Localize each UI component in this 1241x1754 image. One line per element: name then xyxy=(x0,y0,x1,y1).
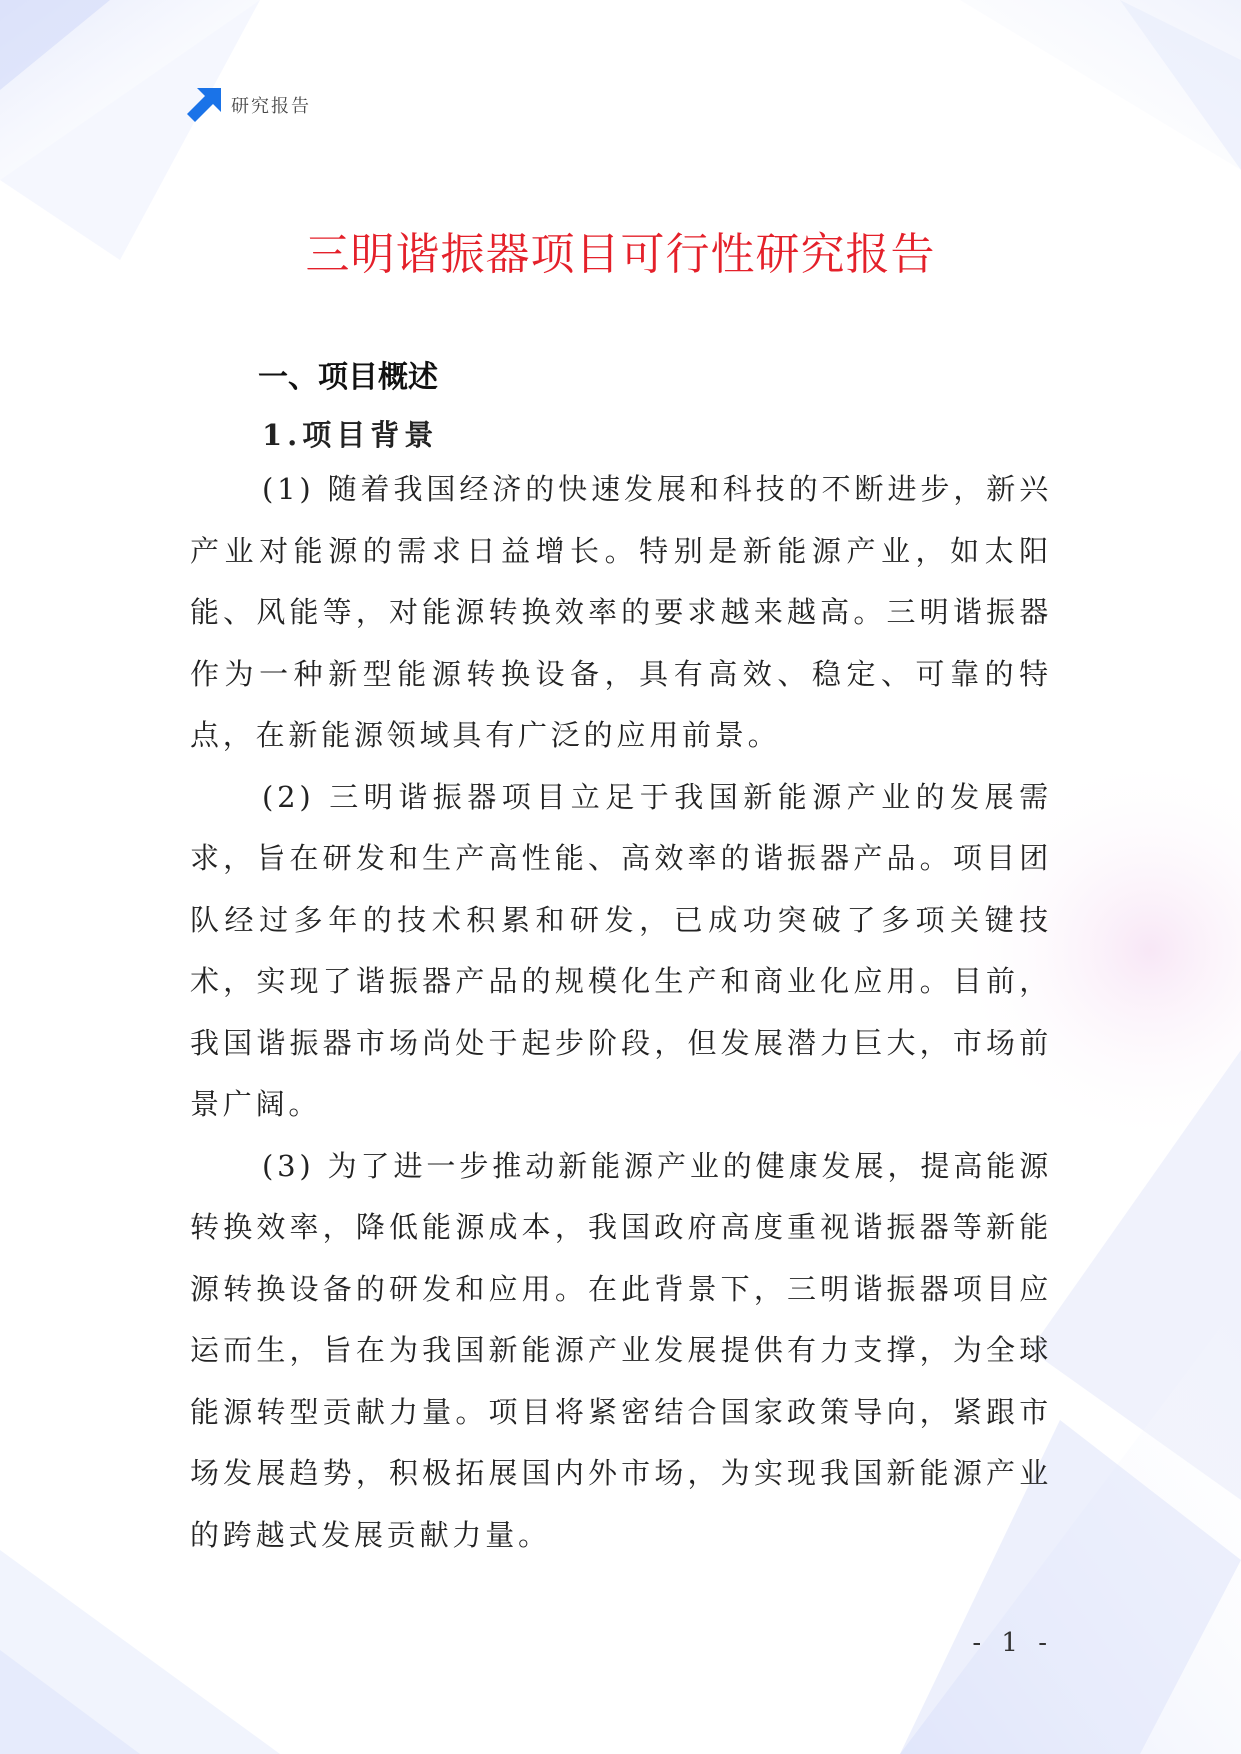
paragraph-3: (3) 为了进一步推动新能源产业的健康发展，提高能源转换效率，降低能源成本，我国政府高度重视谐振器等新能源转换设备的研发和应用。在此背景下，三明谐振器项目应运而生，旨在为我国新能源产业发展提供有力支撑，为全球能源转型贡献力量。项目将紧密结合国家政策导向，紧跟市场发展趋势，积极拓展国内外市场，为实现我国新能源产业的跨越式发展贡献力量。 xyxy=(190,1148,1052,1552)
header-label: 研究报告 xyxy=(231,96,311,117)
section-heading: 一、项目概述 xyxy=(258,360,438,395)
arrow-up-right-icon xyxy=(187,88,221,122)
paragraph-2: (2) 三明谐振器项目立足于我国新能源产业的发展需求，旨在研发和生产高性能、高效率的谐振器产品。项目团队经过多年的技术积累和研发，已成功突破了多项关键技术，实现了谐振器产品的规模化生产和商业化应用。目前，我国谐振器市场尚处于起步阶段，但发展潜力巨大，市场前景广阔。 xyxy=(190,779,1052,1121)
sub-heading: 1.项目背景 xyxy=(262,418,439,452)
page-number: - 1 - xyxy=(972,1628,1053,1658)
report-header xyxy=(187,88,311,122)
document-body xyxy=(190,353,1052,1566)
document-title: 三明谐振器项目可行性研究报告 xyxy=(305,229,936,280)
paragraph-1: (1) 随着我国经济的快速发展和科技的不断进步，新兴产业对能源的需求日益增长。特别是新能源产业，如太阳能、风能等，对能源转换效率的要求越来越高。三明谐振器作为一种新型能源转换设备，具有高效、稳定、可靠的特点，在新能源领域具有广泛的应用前景。 xyxy=(190,472,1052,752)
